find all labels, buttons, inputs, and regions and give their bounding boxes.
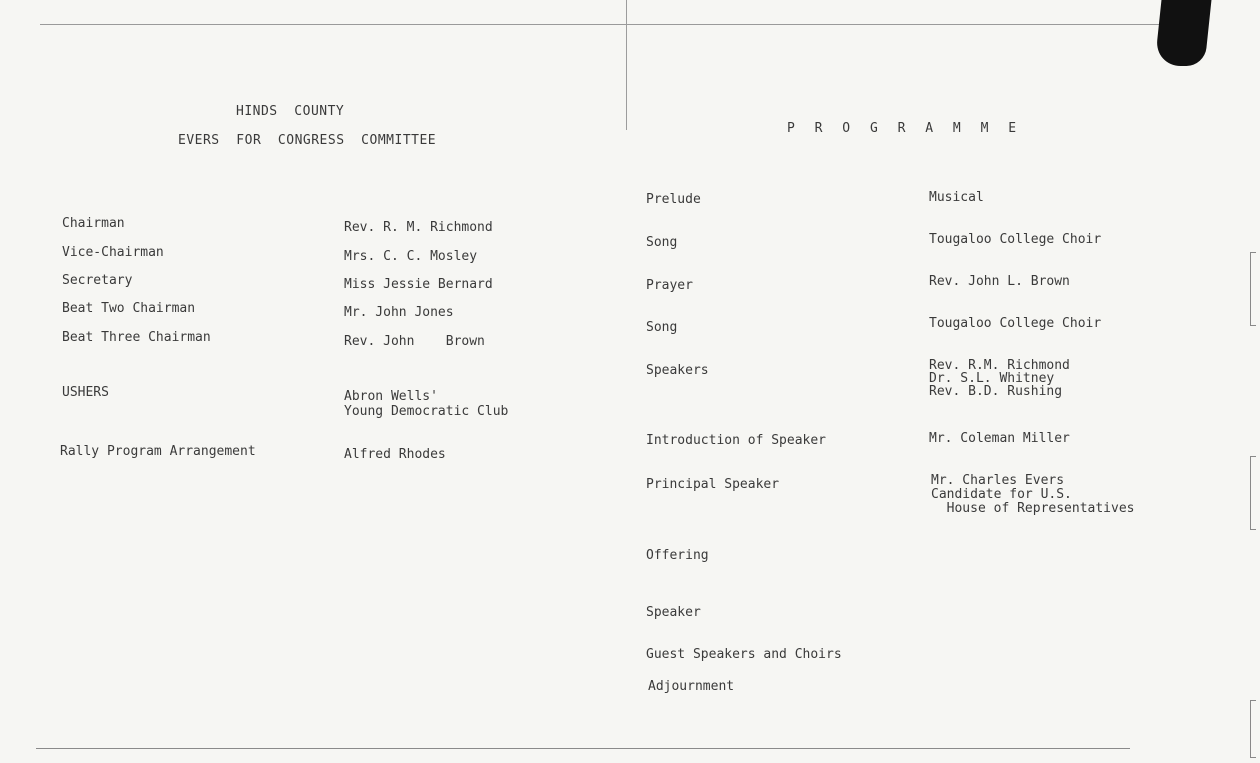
role-label: Chairman xyxy=(62,216,125,231)
programme-item: Song xyxy=(646,320,678,335)
staple-mark xyxy=(1250,252,1256,326)
role-name: Alfred Rhodes xyxy=(344,447,446,462)
programme-item: Adjournment xyxy=(648,679,735,694)
programme-item: Prelude xyxy=(646,192,701,207)
ink-blot-mark xyxy=(1155,0,1212,66)
programme-detail: Rev. R.M. Richmond Dr. S.L. Whitney Rev. B.D. Rushing xyxy=(929,358,1070,399)
role-name: Rev. R. M. Richmond xyxy=(344,220,493,235)
programme-detail: Tougaloo College Choir xyxy=(929,316,1102,331)
programme-detail: Musical xyxy=(929,190,984,205)
top-rule xyxy=(40,24,1170,25)
role-name: Abron Wells' Young Democratic Club xyxy=(344,389,509,419)
role-label: Rally Program Arrangement xyxy=(60,444,256,459)
programme-item: Song xyxy=(646,235,678,250)
programme-item: Principal Speaker xyxy=(646,477,780,492)
role-label: Secretary xyxy=(62,273,133,288)
programme-detail: Tougaloo College Choir xyxy=(929,232,1102,247)
programme-item: Introduction of Speaker xyxy=(646,433,827,448)
programme-item: Speaker xyxy=(646,605,701,620)
role-label: USHERS xyxy=(62,385,109,400)
bottom-rule xyxy=(36,748,1130,749)
role-label: Vice-Chairman xyxy=(62,245,164,260)
programme-title: P R O G R A M M E xyxy=(787,121,1023,136)
role-name: Miss Jessie Bernard xyxy=(344,277,493,292)
role-label: Beat Three Chairman xyxy=(62,330,211,345)
role-name: Mrs. C. C. Mosley xyxy=(344,249,478,264)
header-county: HINDS COUNTY xyxy=(236,104,345,119)
center-fold-line xyxy=(626,0,627,130)
programme-detail: Rev. John L. Brown xyxy=(929,274,1070,289)
programme-detail: Mr. Coleman Miller xyxy=(929,431,1070,446)
header-committee: EVERS FOR CONGRESS COMMITTEE xyxy=(178,133,437,148)
staple-mark xyxy=(1250,700,1256,758)
programme-item: Guest Speakers and Choirs xyxy=(646,647,842,662)
staple-mark xyxy=(1250,456,1256,530)
programme-item: Speakers xyxy=(646,363,709,378)
programme-item: Prayer xyxy=(646,278,693,293)
role-name: Mr. John Jones xyxy=(344,305,454,320)
role-label: Beat Two Chairman xyxy=(62,301,196,316)
programme-item: Offering xyxy=(646,548,709,563)
role-name: Rev. John Brown xyxy=(344,334,485,349)
programme-detail: Mr. Charles Evers Candidate for U.S. House of Representatives xyxy=(931,473,1135,516)
